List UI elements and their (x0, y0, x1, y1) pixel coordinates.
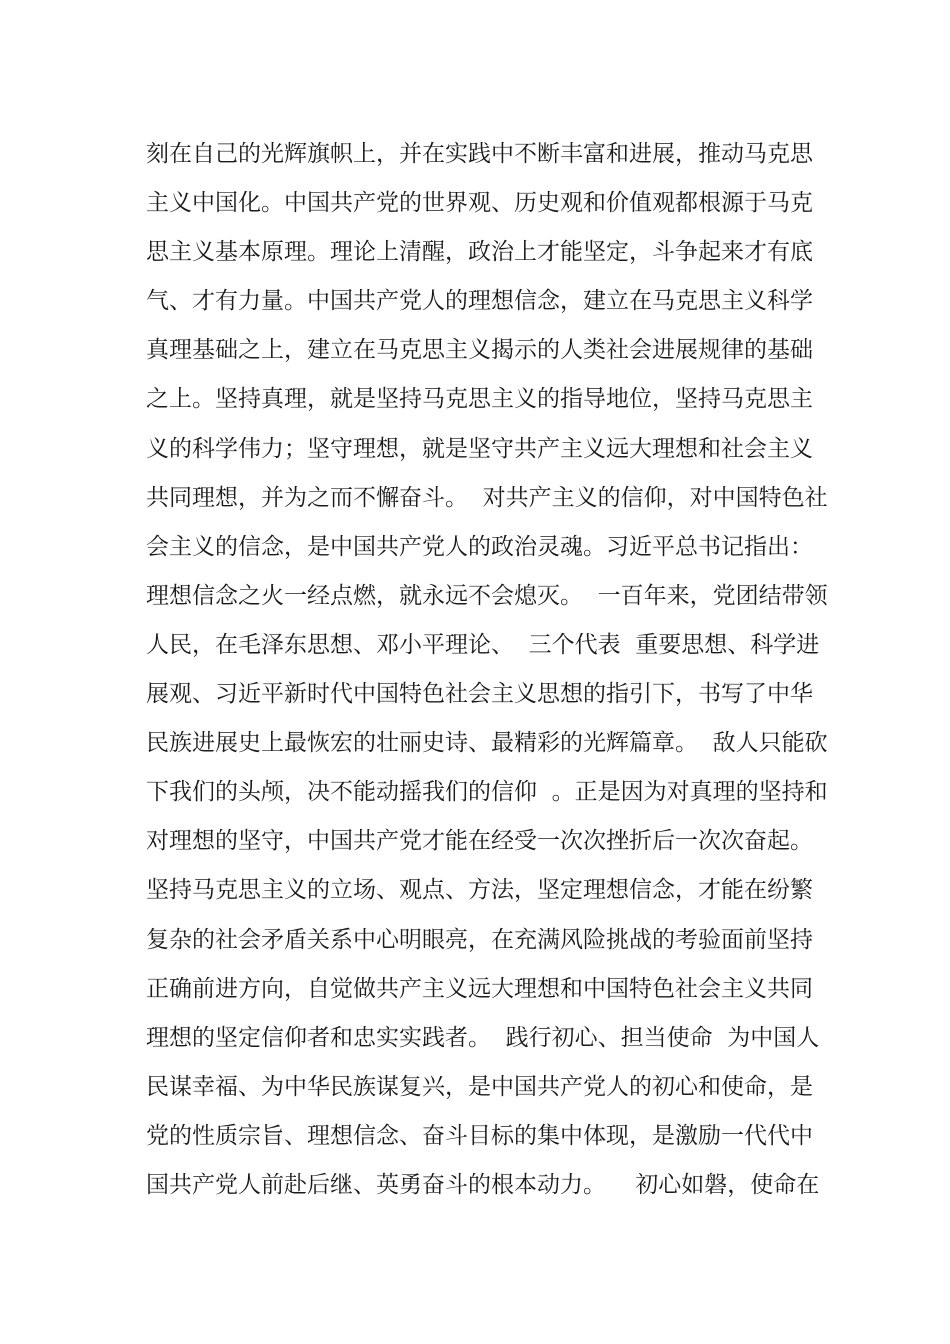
text-line: 刻在自己的光辉旗帜上，并在实践中不断丰富和进展，推动马克思 (146, 141, 813, 167)
text-line: 共同理想，并为之而不懈奋斗。 对共产主义的信仰，对中国特色社 (146, 484, 828, 511)
body-text (146, 130, 826, 1210)
text-line: 复杂的社会矛盾关系中心明眼亮，在充满风险挑战的考验面前坚持 (146, 926, 813, 953)
text-line: 理想的坚定信仰者和忠实实践者。 践行初心、担当使命 为中国人 (146, 1024, 820, 1051)
text-line: 对理想的坚守，中国共产党才能在经受一次次挫折后一次次奋起。 (146, 828, 813, 855)
text-line: 正确前进方向，自觉做共产主义远大理想和中国特色社会主义共同 (146, 975, 813, 1002)
text-line: 党的性质宗旨、理想信念、奋斗目标的集中体现，是激励一代代中 (146, 1122, 813, 1149)
text-line: 国共产党人前赴后继、英勇奋斗的根本动力。 初心如磐，使命在 (146, 1171, 820, 1198)
text-line: 理想信念之火一经点燃，就永远不会熄灭。 一百年来，党团结带领 (146, 582, 828, 609)
text-line: 主义中国化。中国共产党的世界观、历史观和价值观都根源于马克 (146, 190, 813, 217)
text-line: 下我们的头颅，决不能动摇我们的信仰 。正是因为对真理的坚持和 (146, 779, 828, 806)
text-line: 真理基础之上，建立在马克思主义揭示的人类社会进展规律的基础 (146, 337, 813, 364)
text-line: 会主义的信念，是中国共产党人的政治灵魂。习近平总书记指出： (146, 533, 813, 560)
text-line: 气、才有力量。中国共产党人的理想信念，建立在马克思主义科学 (146, 288, 813, 315)
text-line: 民谋幸福、为中华民族谋复兴，是中国共产党人的初心和使命，是 (146, 1073, 813, 1100)
text-line: 思主义基本原理。理论上清醒，政治上才能坚定，斗争起来才有底 (146, 239, 813, 266)
text-line: 人民，在毛泽东思想、邓小平理论、 三个代表 重要思想、科学进 (146, 631, 820, 658)
text-line: 坚持马克思主义的立场、观点、方法，坚定理想信念，才能在纷繁 (146, 877, 813, 904)
text-line: 展观、习近平新时代中国特色社会主义思想的指引下，书写了中华 (146, 681, 813, 708)
text-line: 之上。坚持真理，就是坚持马克思主义的指导地位，坚持马克思主 (146, 386, 813, 413)
text-line: 民族进展史上最恢宏的壮丽史诗、最精彩的光辉篇章。 敌人只能砍 (146, 730, 828, 757)
text-line: 义的科学伟力；坚守理想，就是坚守共产主义远大理想和社会主义 (146, 435, 813, 462)
